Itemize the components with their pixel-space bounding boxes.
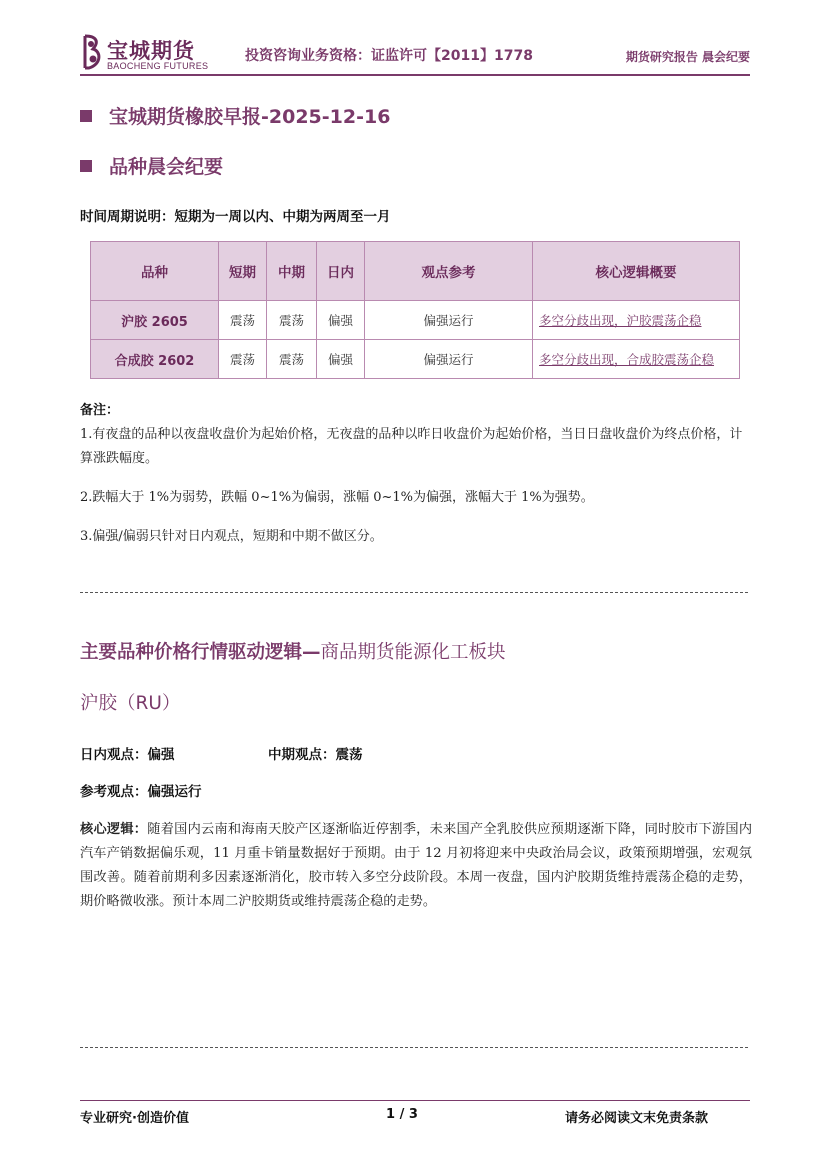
reference-view: 参考观点：偏强运行 xyxy=(80,784,202,800)
section-title xyxy=(80,152,223,179)
core-logic-cell xyxy=(533,340,740,379)
short-term-cell: 震荡 xyxy=(219,301,267,340)
disclaimer-note: 请务必阅读文末免责条款 xyxy=(565,1111,709,1126)
variety-subheading: 沪胶（RU） xyxy=(80,693,181,714)
square-bullet-icon xyxy=(80,160,92,172)
note-item-1: 1.有夜盘的品种以夜盘收盘价为起始价格，无夜盘的品种以昨日收盘价为起始价格，当日日盘收盘价为终点价格，计算涨跌幅度。 xyxy=(80,427,743,466)
header-view: 观点参考 xyxy=(365,242,533,301)
period-note: 时间周期说明：短期为一周以内、中期为两周至一月 xyxy=(80,209,391,225)
view-cell: 偏强运行 xyxy=(365,340,533,379)
page-number: 1 / 3 xyxy=(386,1107,418,1122)
driver-heading-bold: 主要品种价格行情驱动逻辑— xyxy=(80,642,321,663)
header-short-term: 短期 xyxy=(219,242,267,301)
baocheng-logo-icon xyxy=(80,34,104,70)
variety-cell: 沪胶 2605 xyxy=(91,301,219,340)
header-core-logic: 核心逻辑概要 xyxy=(533,242,740,301)
mid-term-cell: 震荡 xyxy=(267,301,317,340)
header-intraday: 日内 xyxy=(317,242,365,301)
license-text: 投资咨询业务资格：证监许可【2011】1778 xyxy=(245,48,533,64)
footer-divider xyxy=(80,1100,750,1101)
logo-chinese-name: 宝城期货 xyxy=(107,39,195,63)
header-mid-term: 中期 xyxy=(267,242,317,301)
note-item-3: 3.偏强/偏弱只针对日内观点，短期和中期不做区分。 xyxy=(80,529,383,544)
short-term-cell: 震荡 xyxy=(219,340,267,379)
core-logic-label: 核心逻辑： xyxy=(80,822,148,837)
notes-label: 备注： xyxy=(80,403,120,418)
morning-views-table xyxy=(90,241,740,379)
intraday-cell: 偏强 xyxy=(317,301,365,340)
square-bullet-icon xyxy=(80,110,92,122)
section-title-text: 品种晨会纪要 xyxy=(109,156,224,178)
footer-slogan: 专业研究·创造价值 xyxy=(80,1111,189,1126)
company-logo xyxy=(80,34,210,74)
variety-cell: 合成胶 2602 xyxy=(91,340,219,379)
table-row xyxy=(91,340,740,379)
table-row xyxy=(91,301,740,340)
page-header xyxy=(80,34,750,74)
header-variety: 品种 xyxy=(91,242,219,301)
report-title xyxy=(80,102,390,129)
intraday-view: 日内观点：偏强 xyxy=(80,747,175,763)
dashed-divider xyxy=(80,592,748,593)
core-logic-link[interactable]: 多空分歧出现，沪胶震荡企稳 xyxy=(539,313,702,328)
mid-term-view: 中期观点：震荡 xyxy=(268,747,363,763)
driver-heading-rest: 商品期货能源化工板块 xyxy=(320,642,506,663)
logo-english-name: BAOCHENG FUTURES xyxy=(107,61,209,71)
table-header-row xyxy=(91,242,740,301)
view-cell: 偏强运行 xyxy=(365,301,533,340)
dashed-divider xyxy=(80,1047,748,1048)
core-logic-link[interactable]: 多空分歧出现，合成胶震荡企稳 xyxy=(539,352,715,367)
report-type: 期货研究报告 晨会纪要 xyxy=(625,50,750,64)
driver-heading xyxy=(80,638,506,664)
note-item-2: 2.跌幅大于 1%为弱势，跌幅 0~1%为偏弱，涨幅 0~1%为偏强，涨幅大于 1%为强势。 xyxy=(80,490,594,505)
header-divider xyxy=(80,74,750,76)
core-logic-cell xyxy=(533,301,740,340)
mid-term-cell: 震荡 xyxy=(267,340,317,379)
core-logic-paragraph xyxy=(80,818,752,914)
intraday-cell: 偏强 xyxy=(317,340,365,379)
report-title-text: 宝城期货橡胶早报-2025-12-16 xyxy=(109,106,391,128)
core-logic-text: 随着国内云南和海南天胶产区逐渐临近停割季，未来国产全乳胶供应预期逐渐下降，同时胶市下游国内汽车产销数据偏乐观，11 月重卡销量数据好于预期。由于 12 月初将迎来中央政治局会议，政策预期增强，宏观氛围改善。随着前期利多因素逐渐消化，胶市转入多空分歧阶段。本周一夜盘，国内沪胶期货维持震荡企稳的走势，期价略微收涨。预计本周二沪胶期货或维持震荡企稳的走势。 xyxy=(80,822,753,909)
